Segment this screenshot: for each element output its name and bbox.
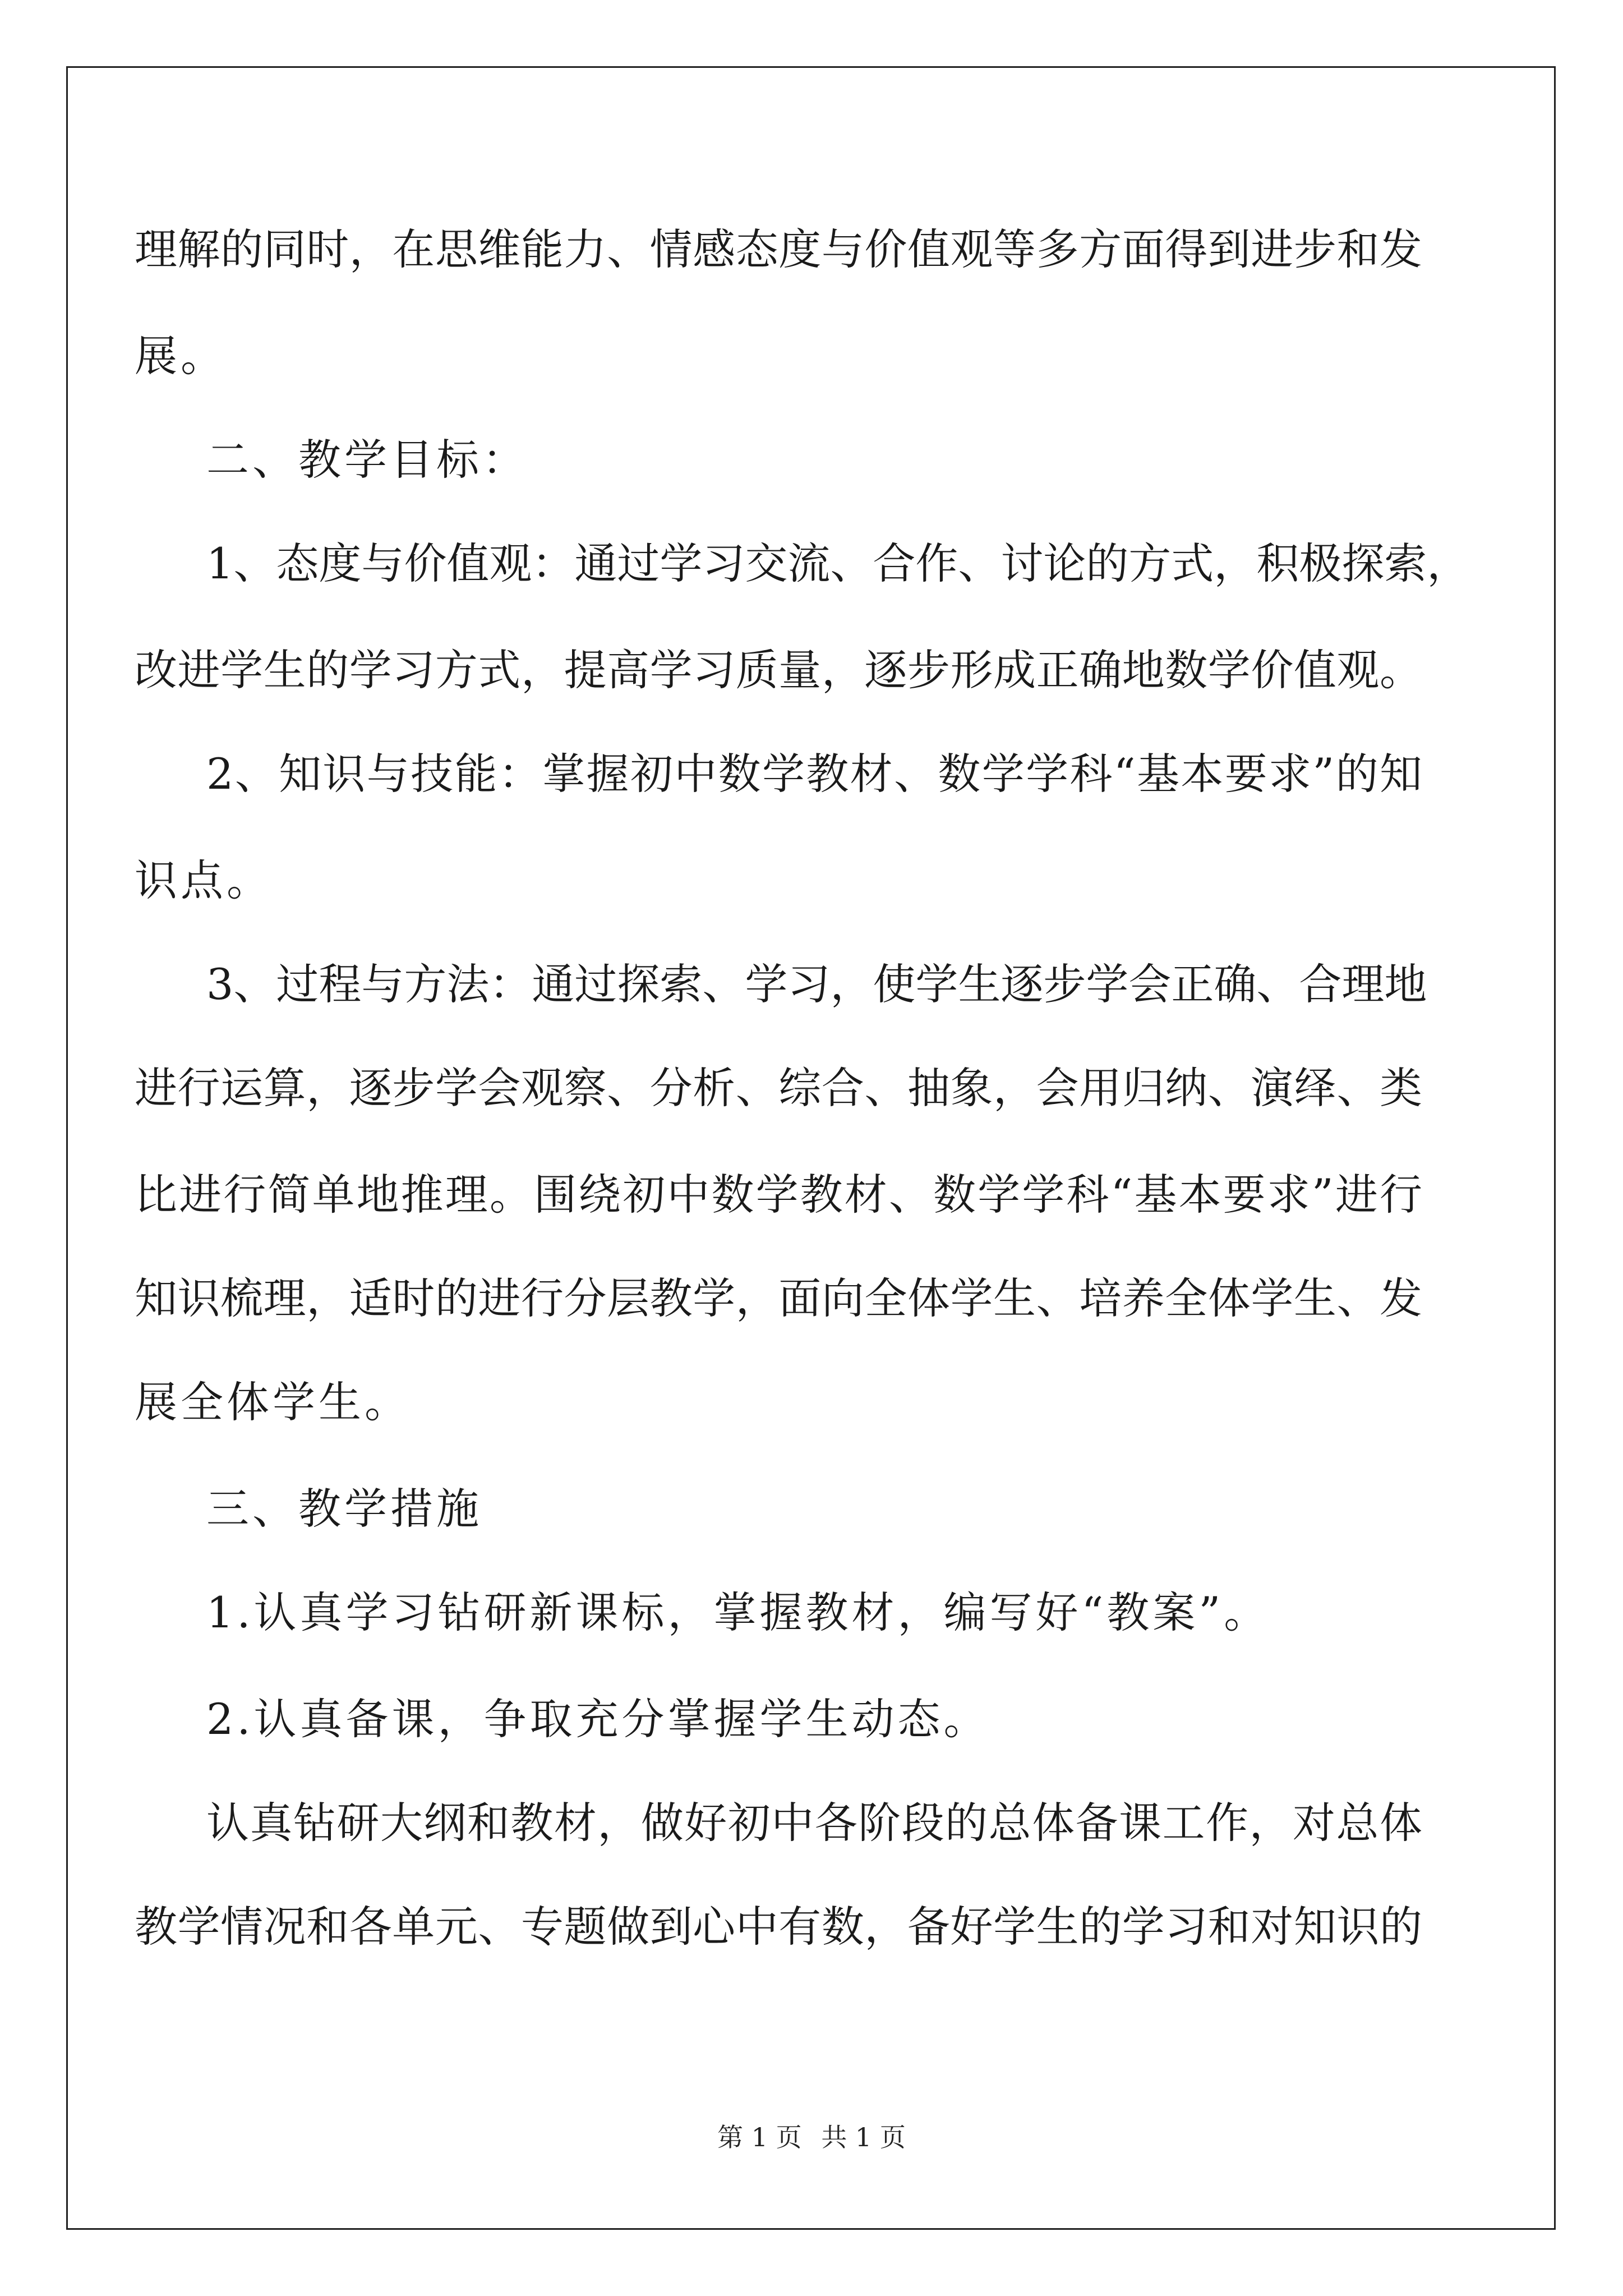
- page-number: 第 1 页: [717, 2122, 802, 2152]
- text-line: 理解的同时，在思维能力、情感态度与价值观等多方面得到进步和发: [135, 224, 1422, 274]
- text-line: 1、态度与价值观：通过学习交流、合作、讨论的方式，积极探索，: [206, 539, 1470, 588]
- text-line: 2、知识与技能：掌握初中数学教材、数学学科“基本要求”的知: [206, 749, 1422, 799]
- page-total: 共 1 页: [821, 2122, 906, 2152]
- text-line: 进行运算，逐步学会观察、分析、综合、抽象，会用归纳、演绎、类: [135, 1063, 1422, 1113]
- text-line: 1.认真学习钻研新课标，掌握教材，编写好“教案”。: [206, 1588, 1270, 1637]
- text-line: 教学情况和各单元、专题做到心中有数，备好学生的学习和对知识的: [135, 1902, 1422, 1952]
- text-line: 2.认真备课，争取充分掌握学生动态。: [206, 1694, 990, 1744]
- text-line: 知识梳理，适时的进行分层教学，面向全体学生、培养全体学生、发: [135, 1273, 1422, 1323]
- text-line: 展全体学生。: [135, 1377, 411, 1427]
- text-line: 展。: [135, 331, 227, 381]
- text-line: 3、过程与方法：通过探索、学习，使学生逐步学会正确、合理地: [206, 959, 1427, 1009]
- text-line: 认真钻研大纲和教材，做好初中各阶段的总体备课工作，对总体: [206, 1798, 1422, 1848]
- text-line: 比进行简单地推理。围绕初中数学教材、数学学科“基本要求”进行: [135, 1170, 1422, 1220]
- section-heading: 二、教学目标：: [206, 435, 528, 485]
- section-heading: 三、教学措施: [206, 1484, 482, 1534]
- text-line: 改进学生的学习方式，提高学习质量，逐步形成正确地数学价值观。: [135, 645, 1422, 695]
- page-footer: [0, 2120, 1623, 2154]
- text-line: 识点。: [135, 855, 273, 905]
